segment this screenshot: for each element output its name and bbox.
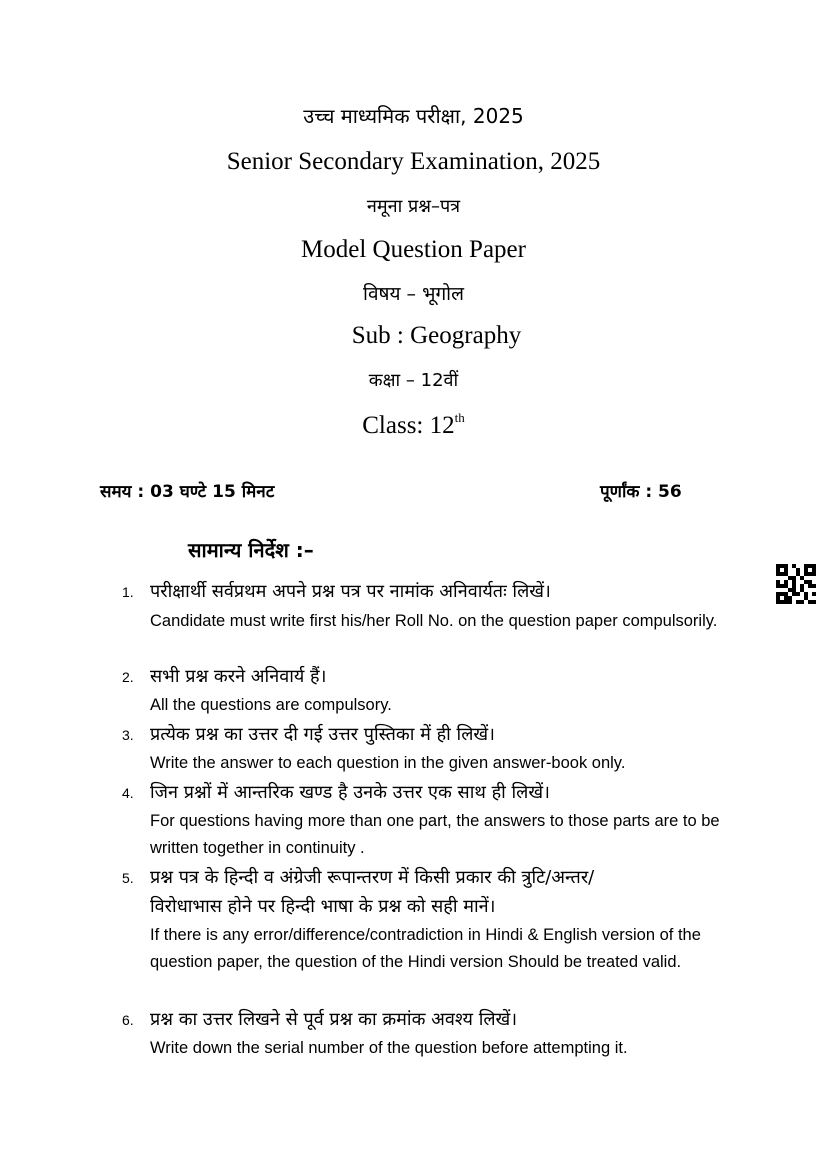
instruction-hindi: जिन प्रश्नों में आन्तरिक खण्ड है उनके उत्तर एक साथ ही लिखें। [150, 782, 550, 803]
instruction-english: All the questions are compulsory. [150, 696, 392, 714]
instruction-number: 3. [122, 727, 134, 743]
subject-hindi: विषय – भूगोल [363, 283, 464, 305]
class-english-sup: th [454, 410, 465, 425]
instruction-number: 4. [122, 785, 134, 801]
instruction-english: Write the answer to each question in the given answer-book only. [150, 754, 626, 772]
instructions-heading: सामान्य निर्देश :– [188, 538, 314, 562]
instruction-hindi-line-2: विरोधाभास होने पर हिन्दी भाषा के प्रश्न को सही मानें। [150, 896, 496, 917]
instruction-number: 5. [122, 870, 134, 886]
exam-title-hindi: उच्च माध्यमिक परीक्षा, 2025 [303, 104, 524, 128]
instruction-hindi: प्रत्येक प्रश्न का उत्तर दी गई उत्तर पुस्तिका में ही लिखें। [150, 724, 495, 745]
paper-type-english: Model Question Paper [301, 236, 526, 263]
instruction-hindi: प्रश्न का उत्तर लिखने से पूर्व प्रश्न का क्रमांक अवश्य लिखें। [150, 1009, 518, 1030]
paper-type-hindi: नमूना प्रश्न–पत्र [366, 196, 461, 217]
max-marks: पूर्णांक : 56 [600, 482, 682, 502]
class-english [0, 410, 827, 440]
instruction-number: 6. [122, 1012, 134, 1028]
subject-english: Sub : Geography [351, 322, 522, 349]
qr-code-icon [776, 564, 816, 604]
instruction-english: Candidate must write first his/her Roll No. on the question paper compulsorily. [150, 612, 718, 630]
exam-title-english: Senior Secondary Examination, 2025 [226, 148, 601, 175]
instruction-hindi: परीक्षार्थी सर्वप्रथम अपने प्रश्न पत्र पर नामांक अनिवार्यतः लिखें। [150, 581, 551, 602]
exam-duration: समय : 03 घण्टे 15 मिनट [100, 482, 275, 502]
instruction-hindi-line-1: प्रश्न पत्र के हिन्दी व अंग्रेजी रूपान्तरण में किसी प्रकार की त्रुटि/अन्तर/ [150, 867, 595, 888]
class-hindi: कक्षा – 12वीं [368, 370, 459, 391]
instruction-hindi: सभी प्रश्न करने अनिवार्य हैं। [150, 666, 327, 687]
instruction-number: 1. [122, 584, 134, 600]
instruction-english: For questions having more than one part, the answers to those parts are to be written together in continuity . [150, 812, 720, 857]
instruction-english: Write down the serial number of the question before attempting it. [150, 1039, 628, 1057]
class-english-text: Class: 12 [362, 412, 455, 439]
instruction-number: 2. [122, 669, 134, 685]
instruction-english: If there is any error/difference/contradiction in Hindi & English version of the question paper, the question of the Hindi version Should be treated valid. [150, 926, 701, 971]
